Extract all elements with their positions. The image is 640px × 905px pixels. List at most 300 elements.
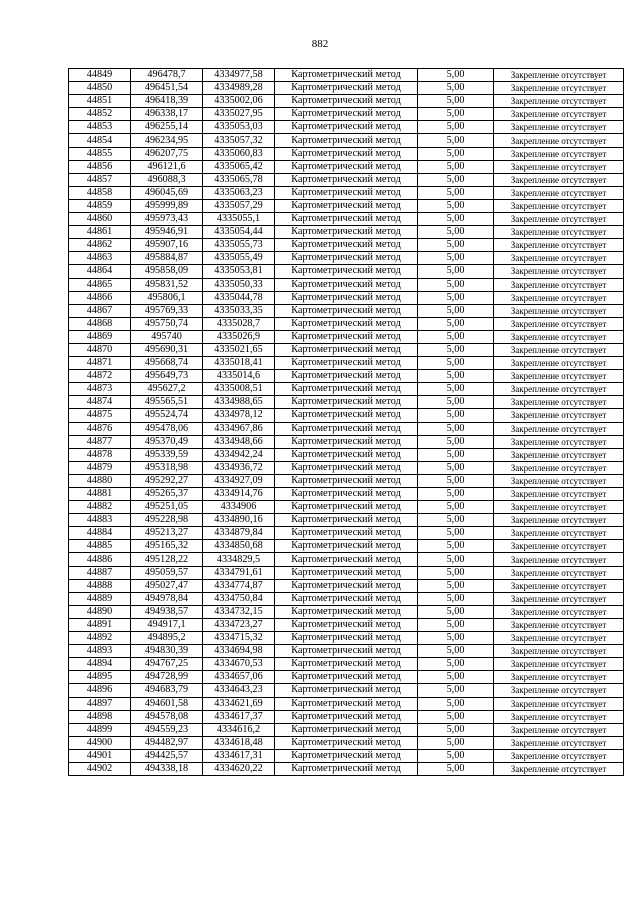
x-coordinate-cell: 494601,58 bbox=[131, 697, 203, 710]
y-coordinate-cell: 4334927,09 bbox=[203, 474, 275, 487]
method-cell: Картометрический метод bbox=[275, 134, 418, 147]
accuracy-cell: 5,00 bbox=[418, 330, 494, 343]
method-cell: Картометрический метод bbox=[275, 265, 418, 278]
fixation-cell: Закрепление отсутствует bbox=[494, 540, 624, 553]
fixation-cell: Закрепление отсутствует bbox=[494, 697, 624, 710]
table-row bbox=[69, 461, 624, 474]
y-coordinate-cell: 4334618,48 bbox=[203, 736, 275, 749]
method-cell: Картометрический метод bbox=[275, 95, 418, 108]
method-cell: Картометрический метод bbox=[275, 684, 418, 697]
y-coordinate-cell: 4335002,06 bbox=[203, 95, 275, 108]
x-coordinate-cell: 496451,54 bbox=[131, 82, 203, 95]
fixation-cell: Закрепление отсутствует bbox=[494, 95, 624, 108]
y-coordinate-cell: 4334914,76 bbox=[203, 488, 275, 501]
table-row bbox=[69, 108, 624, 121]
x-coordinate-cell: 495884,87 bbox=[131, 252, 203, 265]
method-cell: Картометрический метод bbox=[275, 592, 418, 605]
x-coordinate-cell: 495251,05 bbox=[131, 501, 203, 514]
point-number-cell: 44873 bbox=[69, 383, 131, 396]
table-row bbox=[69, 422, 624, 435]
accuracy-cell: 5,00 bbox=[418, 566, 494, 579]
accuracy-cell: 5,00 bbox=[418, 160, 494, 173]
point-number-cell: 44892 bbox=[69, 632, 131, 645]
x-coordinate-cell: 495128,22 bbox=[131, 553, 203, 566]
point-number-cell: 44893 bbox=[69, 645, 131, 658]
y-coordinate-cell: 4334936,72 bbox=[203, 461, 275, 474]
fixation-cell: Закрепление отсутствует bbox=[494, 749, 624, 762]
point-number-cell: 44858 bbox=[69, 186, 131, 199]
method-cell: Картометрический метод bbox=[275, 540, 418, 553]
x-coordinate-cell: 495831,52 bbox=[131, 278, 203, 291]
fixation-cell: Закрепление отсутствует bbox=[494, 435, 624, 448]
table-row bbox=[69, 343, 624, 356]
y-coordinate-cell: 4335057,32 bbox=[203, 134, 275, 147]
x-coordinate-cell: 494830,39 bbox=[131, 645, 203, 658]
point-number-cell: 44869 bbox=[69, 330, 131, 343]
point-number-cell: 44879 bbox=[69, 461, 131, 474]
fixation-cell: Закрепление отсутствует bbox=[494, 278, 624, 291]
table-row bbox=[69, 396, 624, 409]
y-coordinate-cell: 4335026,9 bbox=[203, 330, 275, 343]
method-cell: Картометрический метод bbox=[275, 108, 418, 121]
method-cell: Картометрический метод bbox=[275, 199, 418, 212]
y-coordinate-cell: 4334620,22 bbox=[203, 762, 275, 775]
method-cell: Картометрический метод bbox=[275, 186, 418, 199]
point-number-cell: 44863 bbox=[69, 252, 131, 265]
point-number-cell: 44896 bbox=[69, 684, 131, 697]
method-cell: Картометрический метод bbox=[275, 749, 418, 762]
y-coordinate-cell: 4334657,06 bbox=[203, 671, 275, 684]
method-cell: Картометрический метод bbox=[275, 658, 418, 671]
method-cell: Картометрический метод bbox=[275, 213, 418, 226]
method-cell: Картометрический метод bbox=[275, 501, 418, 514]
fixation-cell: Закрепление отсутствует bbox=[494, 579, 624, 592]
table-row bbox=[69, 474, 624, 487]
method-cell: Картометрический метод bbox=[275, 239, 418, 252]
accuracy-cell: 5,00 bbox=[418, 671, 494, 684]
fixation-cell: Закрепление отсутствует bbox=[494, 461, 624, 474]
x-coordinate-cell: 496088,3 bbox=[131, 173, 203, 186]
x-coordinate-cell: 494578,08 bbox=[131, 710, 203, 723]
accuracy-cell: 5,00 bbox=[418, 291, 494, 304]
table-row bbox=[69, 540, 624, 553]
table-row bbox=[69, 488, 624, 501]
y-coordinate-cell: 4335060,83 bbox=[203, 147, 275, 160]
fixation-cell: Закрепление отсутствует bbox=[494, 553, 624, 566]
accuracy-cell: 5,00 bbox=[418, 383, 494, 396]
point-number-cell: 44901 bbox=[69, 749, 131, 762]
accuracy-cell: 5,00 bbox=[418, 186, 494, 199]
y-coordinate-cell: 4334948,66 bbox=[203, 435, 275, 448]
x-coordinate-cell: 495769,33 bbox=[131, 304, 203, 317]
y-coordinate-cell: 4335055,49 bbox=[203, 252, 275, 265]
fixation-cell: Закрепление отсутствует bbox=[494, 291, 624, 304]
method-cell: Картометрический метод bbox=[275, 121, 418, 134]
fixation-cell: Закрепление отсутствует bbox=[494, 383, 624, 396]
y-coordinate-cell: 4335021,65 bbox=[203, 343, 275, 356]
accuracy-cell: 5,00 bbox=[418, 488, 494, 501]
y-coordinate-cell: 4334967,86 bbox=[203, 422, 275, 435]
accuracy-cell: 5,00 bbox=[418, 226, 494, 239]
fixation-cell: Закрепление отсутствует bbox=[494, 147, 624, 160]
y-coordinate-cell: 4335014,6 bbox=[203, 370, 275, 383]
method-cell: Картометрический метод bbox=[275, 736, 418, 749]
x-coordinate-cell: 496121,6 bbox=[131, 160, 203, 173]
y-coordinate-cell: 4334694,98 bbox=[203, 645, 275, 658]
point-number-cell: 44866 bbox=[69, 291, 131, 304]
x-coordinate-cell: 495370,49 bbox=[131, 435, 203, 448]
method-cell: Картометрический метод bbox=[275, 435, 418, 448]
point-number-cell: 44859 bbox=[69, 199, 131, 212]
accuracy-cell: 5,00 bbox=[418, 762, 494, 775]
y-coordinate-cell: 4335027,95 bbox=[203, 108, 275, 121]
table-row bbox=[69, 435, 624, 448]
point-number-cell: 44899 bbox=[69, 723, 131, 736]
point-number-cell: 44888 bbox=[69, 579, 131, 592]
point-number-cell: 44883 bbox=[69, 514, 131, 527]
page-number: 882 bbox=[311, 38, 329, 50]
method-cell: Картометрический метод bbox=[275, 579, 418, 592]
y-coordinate-cell: 4334989,28 bbox=[203, 82, 275, 95]
accuracy-cell: 5,00 bbox=[418, 199, 494, 212]
table-row bbox=[69, 252, 624, 265]
accuracy-cell: 5,00 bbox=[418, 304, 494, 317]
fixation-cell: Закрепление отсутствует bbox=[494, 239, 624, 252]
fixation-cell: Закрепление отсутствует bbox=[494, 252, 624, 265]
method-cell: Картометрический метод bbox=[275, 422, 418, 435]
accuracy-cell: 5,00 bbox=[418, 697, 494, 710]
fixation-cell: Закрепление отсутствует bbox=[494, 514, 624, 527]
y-coordinate-cell: 4335053,81 bbox=[203, 265, 275, 278]
table-row bbox=[69, 723, 624, 736]
x-coordinate-cell: 494683,79 bbox=[131, 684, 203, 697]
x-coordinate-cell: 495478,06 bbox=[131, 422, 203, 435]
fixation-cell: Закрепление отсутствует bbox=[494, 527, 624, 540]
point-number-cell: 44850 bbox=[69, 82, 131, 95]
fixation-cell: Закрепление отсутствует bbox=[494, 121, 624, 134]
y-coordinate-cell: 4334988,65 bbox=[203, 396, 275, 409]
point-number-cell: 44890 bbox=[69, 605, 131, 618]
x-coordinate-cell: 495059,57 bbox=[131, 566, 203, 579]
table-row bbox=[69, 762, 624, 775]
accuracy-cell: 5,00 bbox=[418, 396, 494, 409]
method-cell: Картометрический метод bbox=[275, 448, 418, 461]
method-cell: Картометрический метод bbox=[275, 278, 418, 291]
table-row bbox=[69, 278, 624, 291]
accuracy-cell: 5,00 bbox=[418, 82, 494, 95]
table-row bbox=[69, 566, 624, 579]
accuracy-cell: 5,00 bbox=[418, 501, 494, 514]
point-number-cell: 44861 bbox=[69, 226, 131, 239]
table-row bbox=[69, 95, 624, 108]
point-number-cell: 44855 bbox=[69, 147, 131, 160]
accuracy-cell: 5,00 bbox=[418, 723, 494, 736]
y-coordinate-cell: 4335028,7 bbox=[203, 317, 275, 330]
fixation-cell: Закрепление отсутствует bbox=[494, 199, 624, 212]
fixation-cell: Закрепление отсутствует bbox=[494, 343, 624, 356]
table-row bbox=[69, 370, 624, 383]
x-coordinate-cell: 495027,47 bbox=[131, 579, 203, 592]
fixation-cell: Закрепление отсутствует bbox=[494, 632, 624, 645]
method-cell: Картометрический метод bbox=[275, 605, 418, 618]
fixation-cell: Закрепление отсутствует bbox=[494, 645, 624, 658]
x-coordinate-cell: 495806,1 bbox=[131, 291, 203, 304]
accuracy-cell: 5,00 bbox=[418, 409, 494, 422]
fixation-cell: Закрепление отсутствует bbox=[494, 566, 624, 579]
method-cell: Картометрический метод bbox=[275, 710, 418, 723]
y-coordinate-cell: 4335050,33 bbox=[203, 278, 275, 291]
fixation-cell: Закрепление отсутствует bbox=[494, 134, 624, 147]
fixation-cell: Закрепление отсутствует bbox=[494, 762, 624, 775]
table-row bbox=[69, 134, 624, 147]
method-cell: Картометрический метод bbox=[275, 357, 418, 370]
x-coordinate-cell: 495973,43 bbox=[131, 213, 203, 226]
point-number-cell: 44902 bbox=[69, 762, 131, 775]
fixation-cell: Закрепление отсутствует bbox=[494, 592, 624, 605]
point-number-cell: 44874 bbox=[69, 396, 131, 409]
y-coordinate-cell: 4334616,2 bbox=[203, 723, 275, 736]
table-row bbox=[69, 317, 624, 330]
table-row bbox=[69, 226, 624, 239]
x-coordinate-cell: 495999,89 bbox=[131, 199, 203, 212]
y-coordinate-cell: 4335055,1 bbox=[203, 213, 275, 226]
accuracy-cell: 5,00 bbox=[418, 684, 494, 697]
x-coordinate-cell: 495339,59 bbox=[131, 448, 203, 461]
table-row bbox=[69, 173, 624, 186]
point-number-cell: 44891 bbox=[69, 618, 131, 631]
table-row bbox=[69, 501, 624, 514]
accuracy-cell: 5,00 bbox=[418, 265, 494, 278]
method-cell: Картометрический метод bbox=[275, 723, 418, 736]
point-number-cell: 44849 bbox=[69, 69, 131, 82]
y-coordinate-cell: 4334621,69 bbox=[203, 697, 275, 710]
method-cell: Картометрический метод bbox=[275, 645, 418, 658]
y-coordinate-cell: 4335065,42 bbox=[203, 160, 275, 173]
method-cell: Картометрический метод bbox=[275, 317, 418, 330]
fixation-cell: Закрепление отсутствует bbox=[494, 186, 624, 199]
fixation-cell: Закрепление отсутствует bbox=[494, 357, 624, 370]
method-cell: Картометрический метод bbox=[275, 697, 418, 710]
y-coordinate-cell: 4335053,03 bbox=[203, 121, 275, 134]
accuracy-cell: 5,00 bbox=[418, 370, 494, 383]
fixation-cell: Закрепление отсутствует bbox=[494, 605, 624, 618]
y-coordinate-cell: 4334829,5 bbox=[203, 553, 275, 566]
y-coordinate-cell: 4334715,32 bbox=[203, 632, 275, 645]
fixation-cell: Закрепление отсутствует bbox=[494, 213, 624, 226]
y-coordinate-cell: 4334791,61 bbox=[203, 566, 275, 579]
fixation-cell: Закрепление отсутствует bbox=[494, 488, 624, 501]
accuracy-cell: 5,00 bbox=[418, 553, 494, 566]
y-coordinate-cell: 4334670,53 bbox=[203, 658, 275, 671]
accuracy-cell: 5,00 bbox=[418, 173, 494, 186]
table-row bbox=[69, 658, 624, 671]
y-coordinate-cell: 4334978,12 bbox=[203, 409, 275, 422]
table-row bbox=[69, 749, 624, 762]
fixation-cell: Закрепление отсутствует bbox=[494, 173, 624, 186]
method-cell: Картометрический метод bbox=[275, 82, 418, 95]
method-cell: Картометрический метод bbox=[275, 396, 418, 409]
coordinates-table bbox=[68, 68, 624, 776]
table-row bbox=[69, 239, 624, 252]
x-coordinate-cell: 496338,17 bbox=[131, 108, 203, 121]
y-coordinate-cell: 4334942,24 bbox=[203, 448, 275, 461]
point-number-cell: 44860 bbox=[69, 213, 131, 226]
point-number-cell: 44867 bbox=[69, 304, 131, 317]
table-row bbox=[69, 671, 624, 684]
fixation-cell: Закрепление отсутствует bbox=[494, 396, 624, 409]
table-row bbox=[69, 82, 624, 95]
accuracy-cell: 5,00 bbox=[418, 618, 494, 631]
point-number-cell: 44887 bbox=[69, 566, 131, 579]
point-number-cell: 44877 bbox=[69, 435, 131, 448]
accuracy-cell: 5,00 bbox=[418, 95, 494, 108]
point-number-cell: 44856 bbox=[69, 160, 131, 173]
table-row bbox=[69, 553, 624, 566]
accuracy-cell: 5,00 bbox=[418, 239, 494, 252]
table-row bbox=[69, 186, 624, 199]
accuracy-cell: 5,00 bbox=[418, 121, 494, 134]
fixation-cell: Закрепление отсутствует bbox=[494, 448, 624, 461]
method-cell: Картометрический метод bbox=[275, 160, 418, 173]
table-row bbox=[69, 514, 624, 527]
point-number-cell: 44886 bbox=[69, 553, 131, 566]
x-coordinate-cell: 495524,74 bbox=[131, 409, 203, 422]
table-row bbox=[69, 121, 624, 134]
accuracy-cell: 5,00 bbox=[418, 736, 494, 749]
fixation-cell: Закрепление отсутствует bbox=[494, 108, 624, 121]
fixation-cell: Закрепление отсутствует bbox=[494, 618, 624, 631]
method-cell: Картометрический метод bbox=[275, 330, 418, 343]
accuracy-cell: 5,00 bbox=[418, 108, 494, 121]
point-number-cell: 44854 bbox=[69, 134, 131, 147]
x-coordinate-cell: 495265,37 bbox=[131, 488, 203, 501]
table-row bbox=[69, 330, 624, 343]
table-row bbox=[69, 618, 624, 631]
method-cell: Картометрический метод bbox=[275, 514, 418, 527]
table-row bbox=[69, 291, 624, 304]
point-number-cell: 44881 bbox=[69, 488, 131, 501]
point-number-cell: 44852 bbox=[69, 108, 131, 121]
x-coordinate-cell: 495690,31 bbox=[131, 343, 203, 356]
point-number-cell: 44872 bbox=[69, 370, 131, 383]
x-coordinate-cell: 495750,74 bbox=[131, 317, 203, 330]
x-coordinate-cell: 494938,57 bbox=[131, 605, 203, 618]
method-cell: Картометрический метод bbox=[275, 553, 418, 566]
fixation-cell: Закрепление отсутствует bbox=[494, 422, 624, 435]
fixation-cell: Закрепление отсутствует bbox=[494, 501, 624, 514]
x-coordinate-cell: 495907,16 bbox=[131, 239, 203, 252]
x-coordinate-cell: 494978,84 bbox=[131, 592, 203, 605]
x-coordinate-cell: 495165,32 bbox=[131, 540, 203, 553]
x-coordinate-cell: 495318,98 bbox=[131, 461, 203, 474]
point-number-cell: 44876 bbox=[69, 422, 131, 435]
table-row bbox=[69, 357, 624, 370]
accuracy-cell: 5,00 bbox=[418, 579, 494, 592]
point-number-cell: 44864 bbox=[69, 265, 131, 278]
method-cell: Картометрический метод bbox=[275, 343, 418, 356]
point-number-cell: 44851 bbox=[69, 95, 131, 108]
accuracy-cell: 5,00 bbox=[418, 749, 494, 762]
accuracy-cell: 5,00 bbox=[418, 540, 494, 553]
point-number-cell: 44894 bbox=[69, 658, 131, 671]
method-cell: Картометрический метод bbox=[275, 226, 418, 239]
accuracy-cell: 5,00 bbox=[418, 435, 494, 448]
accuracy-cell: 5,00 bbox=[418, 527, 494, 540]
fixation-cell: Закрепление отсутствует bbox=[494, 330, 624, 343]
x-coordinate-cell: 494728,99 bbox=[131, 671, 203, 684]
accuracy-cell: 5,00 bbox=[418, 147, 494, 160]
accuracy-cell: 5,00 bbox=[418, 645, 494, 658]
accuracy-cell: 5,00 bbox=[418, 69, 494, 82]
accuracy-cell: 5,00 bbox=[418, 422, 494, 435]
method-cell: Картометрический метод bbox=[275, 488, 418, 501]
method-cell: Картометрический метод bbox=[275, 291, 418, 304]
fixation-cell: Закрепление отсутствует bbox=[494, 304, 624, 317]
point-number-cell: 44878 bbox=[69, 448, 131, 461]
table-row bbox=[69, 304, 624, 317]
y-coordinate-cell: 4335055,73 bbox=[203, 239, 275, 252]
point-number-cell: 44885 bbox=[69, 540, 131, 553]
x-coordinate-cell: 496045,69 bbox=[131, 186, 203, 199]
fixation-cell: Закрепление отсутствует bbox=[494, 409, 624, 422]
accuracy-cell: 5,00 bbox=[418, 317, 494, 330]
fixation-cell: Закрепление отсутствует bbox=[494, 736, 624, 749]
point-number-cell: 44853 bbox=[69, 121, 131, 134]
point-number-cell: 44897 bbox=[69, 697, 131, 710]
x-coordinate-cell: 496255,14 bbox=[131, 121, 203, 134]
fixation-cell: Закрепление отсутствует bbox=[494, 317, 624, 330]
x-coordinate-cell: 494482,97 bbox=[131, 736, 203, 749]
method-cell: Картометрический метод bbox=[275, 147, 418, 160]
x-coordinate-cell: 495668,74 bbox=[131, 357, 203, 370]
y-coordinate-cell: 4334750,84 bbox=[203, 592, 275, 605]
accuracy-cell: 5,00 bbox=[418, 461, 494, 474]
accuracy-cell: 5,00 bbox=[418, 632, 494, 645]
table-row bbox=[69, 684, 624, 697]
x-coordinate-cell: 495649,73 bbox=[131, 370, 203, 383]
x-coordinate-cell: 496234,95 bbox=[131, 134, 203, 147]
point-number-cell: 44870 bbox=[69, 343, 131, 356]
x-coordinate-cell: 494338,18 bbox=[131, 762, 203, 775]
method-cell: Картометрический метод bbox=[275, 527, 418, 540]
table-row bbox=[69, 579, 624, 592]
x-coordinate-cell: 494559,23 bbox=[131, 723, 203, 736]
table-row bbox=[69, 710, 624, 723]
table-row bbox=[69, 69, 624, 82]
x-coordinate-cell: 495858,09 bbox=[131, 265, 203, 278]
accuracy-cell: 5,00 bbox=[418, 658, 494, 671]
point-number-cell: 44868 bbox=[69, 317, 131, 330]
y-coordinate-cell: 4335054,44 bbox=[203, 226, 275, 239]
y-coordinate-cell: 4335057,29 bbox=[203, 199, 275, 212]
y-coordinate-cell: 4334879,84 bbox=[203, 527, 275, 540]
point-number-cell: 44875 bbox=[69, 409, 131, 422]
y-coordinate-cell: 4335018,41 bbox=[203, 357, 275, 370]
point-number-cell: 44865 bbox=[69, 278, 131, 291]
method-cell: Картометрический метод bbox=[275, 370, 418, 383]
fixation-cell: Закрепление отсутствует bbox=[494, 474, 624, 487]
method-cell: Картометрический метод bbox=[275, 69, 418, 82]
fixation-cell: Закрепление отсутствует bbox=[494, 370, 624, 383]
accuracy-cell: 5,00 bbox=[418, 278, 494, 291]
fixation-cell: Закрепление отсутствует bbox=[494, 658, 624, 671]
y-coordinate-cell: 4334850,68 bbox=[203, 540, 275, 553]
table-row bbox=[69, 592, 624, 605]
x-coordinate-cell: 495213,27 bbox=[131, 527, 203, 540]
accuracy-cell: 5,00 bbox=[418, 357, 494, 370]
x-coordinate-cell: 495740 bbox=[131, 330, 203, 343]
point-number-cell: 44900 bbox=[69, 736, 131, 749]
